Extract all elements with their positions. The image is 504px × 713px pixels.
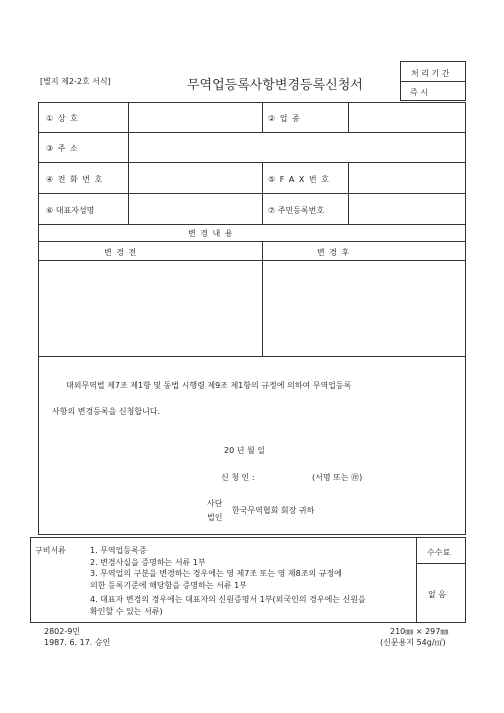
statement-line-2: 사항의 변경등록을 신청합니다. <box>52 407 161 416</box>
statement-line-1: 대외무역법 제7조 제1항 및 동법 시행령 제9조 제1항의 규정에 의하여 무역업등록 <box>66 381 352 390</box>
application-date: 20 년 월 일 <box>224 446 265 455</box>
business-type-input[interactable] <box>349 103 465 131</box>
applicant-name-input[interactable] <box>262 467 310 481</box>
form-code: [별지 제2-2호 서식] <box>40 77 111 86</box>
document-item: 4. 대표자 변경의 경우에는 대표자의 신원증명서 1부(외국인의 경우에는 신원을 <box>90 595 366 604</box>
change-before-header: 변 경 전 <box>104 248 138 257</box>
footer-paper-size: 210㎜ × 297㎜ <box>390 627 449 636</box>
org-prefix-1: 사단 <box>207 499 223 508</box>
change-after-header: 변 경 후 <box>317 248 351 257</box>
processing-period-value: 즉 시 <box>410 88 428 97</box>
footer-paper-type: (신문용지 54g/㎡) <box>380 638 446 647</box>
applicant-label: 신 청 인 : <box>221 473 255 482</box>
footer-form-number: 2802-9민 <box>44 627 81 636</box>
document-item: 2. 변경사실을 증명하는 서류 1부 <box>90 558 206 567</box>
document-item: 1. 무역업등록증 <box>90 546 147 555</box>
fax-input[interactable] <box>349 163 465 192</box>
phone-input[interactable] <box>129 163 261 192</box>
footer-approval: 1987. 6. 17. 승인 <box>44 638 111 647</box>
field-representative: ⑥ 대표자성명 <box>46 206 95 215</box>
fee-label: 수수료 <box>427 548 451 557</box>
fee-value: 없 음 <box>428 590 446 599</box>
form-title: 무역업등록사항변경등록신청서 <box>187 78 363 93</box>
field-address: ③ 주 소 <box>46 144 79 153</box>
field-resident-number: ⑦ 주민등록번호 <box>268 206 325 215</box>
field-business-type: ② 업 종 <box>268 114 301 123</box>
resident-number-input[interactable] <box>349 194 465 223</box>
org-prefix-2: 법인 <box>207 513 223 522</box>
processing-period-label: 처 리 기 간 <box>411 69 450 78</box>
applicant-sign: (서명 또는 ㊞) <box>312 473 363 482</box>
field-fax: ⑤ F A X 번 호 <box>268 175 330 184</box>
change-before-area[interactable] <box>39 261 261 355</box>
trade-name-input[interactable] <box>129 103 261 131</box>
field-phone: ④ 전 화 번 호 <box>46 175 104 184</box>
change-header: 변 경 내 용 <box>188 229 234 238</box>
document-item: 확인할 수 있는 서류) <box>90 607 163 616</box>
field-trade-name: ① 상 호 <box>46 114 79 123</box>
representative-input[interactable] <box>129 194 261 223</box>
addressee: 한국무역협회 회장 귀하 <box>232 506 315 515</box>
change-after-area[interactable] <box>263 261 465 355</box>
document-item: 의한 등록기준에 해당함을 증명하는 서류 1부 <box>90 581 247 590</box>
documents-label: 구비서류 <box>35 546 66 555</box>
document-item: 3. 무역업의 구분을 변경하는 경우에는 영 제7조 또는 영 제8조의 규정에 <box>90 569 342 578</box>
address-input[interactable] <box>129 133 465 161</box>
